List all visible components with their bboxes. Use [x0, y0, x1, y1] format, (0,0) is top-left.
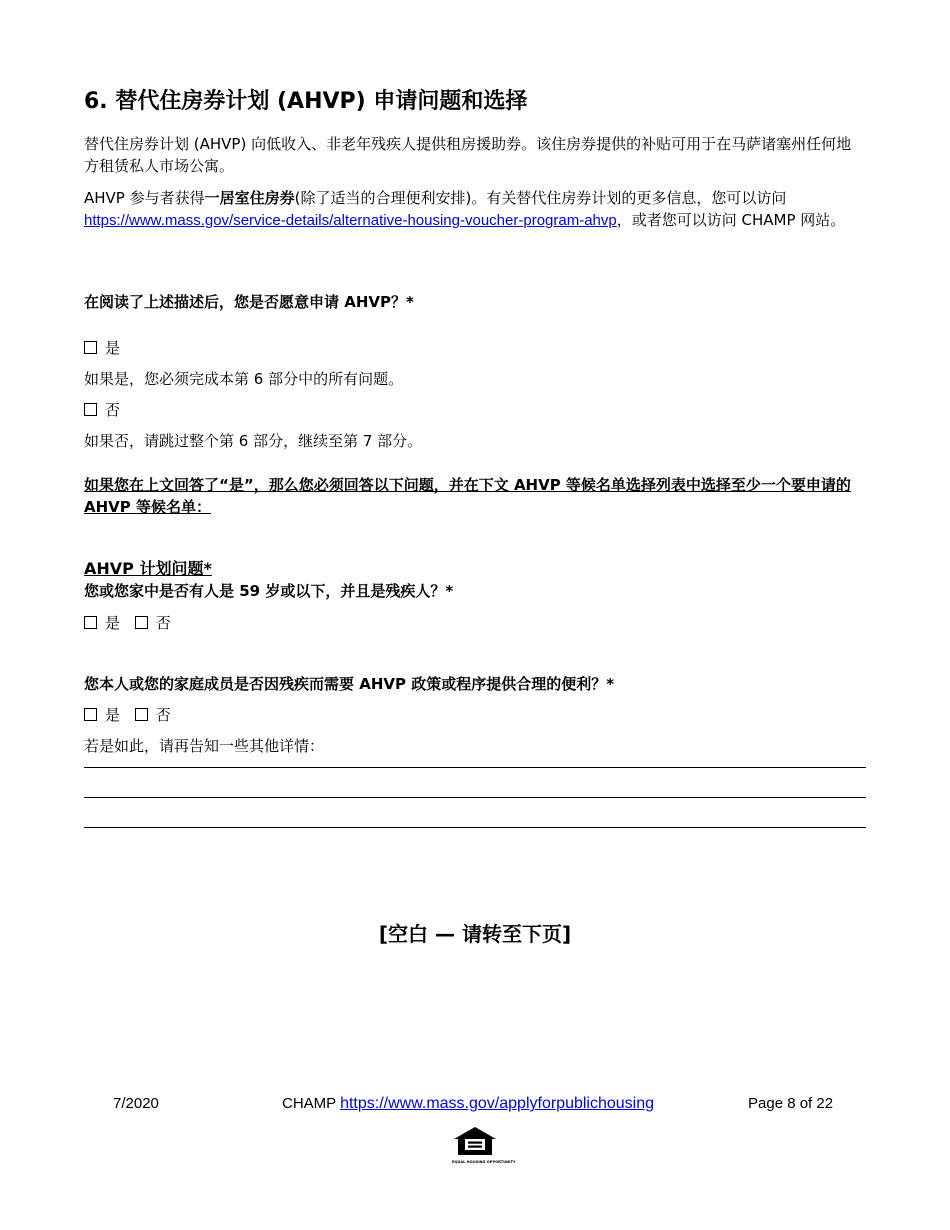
footer-url-link[interactable]: https://www.mass.gov/applyforpublichousing: [340, 1095, 655, 1112]
intro-paragraph: 替代住房券计划 (AHVP) 向低收入、非老年残疾人提供租房援助券。该住房券提供的补贴可用于在马萨诸塞州任何地方租赁私人市场公寓。: [84, 135, 852, 175]
age-disabled-options: [84, 612, 171, 634]
ahvp-info-text-3: ，或者您可以访问 CHAMP 网站。: [616, 211, 846, 229]
accommodation-options: [84, 704, 171, 726]
footer-date: 7/2020: [113, 1095, 159, 1112]
option-yes-label: 是: [105, 339, 121, 357]
age-disabled-no-label: 否: [155, 614, 171, 632]
details-prompt: 若是如此，请再告知一些其他详情：: [84, 737, 325, 755]
blank-page-note: [空白 — 请转至下页]: [378, 922, 572, 946]
section-heading: 6. 替代住房券计划 (AHVP) 申请问题和选择: [84, 89, 528, 114]
checkbox-age-disabled-yes[interactable]: [84, 616, 97, 629]
ahvp-info-paragraph: [84, 187, 864, 232]
ahvp-info-text: AHVP 参与者获得: [84, 189, 205, 207]
no-instruction: 如果否，请跳过整个第 6 部分，继续至第 7 部分。: [84, 432, 423, 450]
must-answer-notice: 如果您在上文回答了“是”，那么您必须回答以下问题，并在下文 AHVP 等候名单选择列表中选择至少一个要申请的 AHVP 等候名单：: [84, 476, 851, 516]
checkbox-yes[interactable]: [84, 341, 97, 354]
checkbox-accommodation-yes[interactable]: [84, 708, 97, 721]
ahvp-info-text-2: (除了适当的合理便利安排)。有关替代住房券计划的更多信息，您可以访问: [294, 189, 787, 207]
checkbox-no[interactable]: [84, 403, 97, 416]
checkbox-age-disabled-no[interactable]: [135, 616, 148, 629]
equal-housing-text: EQUAL HOUSING OPPORTUNITY: [452, 1160, 516, 1164]
accommodation-no-label: 否: [155, 706, 171, 724]
equal-housing-logo: [452, 1126, 516, 1166]
ahvp-questions-title: AHVP 计划问题*: [84, 559, 212, 578]
one-bedroom-voucher-text: 一居室住房券: [204, 189, 295, 207]
footer-center: [282, 1095, 654, 1113]
ahvp-info-link[interactable]: https://www.mass.gov/service-details/alternative-housing-voucher-program-ahvp: [84, 212, 617, 229]
option-no[interactable]: [84, 399, 120, 421]
question-apply-ahvp: 在阅读了上述描述后，您是否愿意申请 AHVP？*: [84, 293, 414, 311]
footer-page-number: Page 8 of 22: [748, 1095, 834, 1112]
details-answer-line-3[interactable]: [84, 827, 866, 828]
accommodation-yes-label: 是: [105, 706, 121, 724]
age-disabled-yes-label: 是: [105, 614, 121, 632]
details-answer-line-2[interactable]: [84, 797, 866, 798]
option-no-label: 否: [105, 401, 121, 419]
checkbox-accommodation-no[interactable]: [135, 708, 148, 721]
question-age-disabled: 您或您家中是否有人是 59 岁或以下，并且是残疾人？*: [84, 582, 454, 600]
question-accommodation: 您本人或您的家庭成员是否因残疾而需要 AHVP 政策或程序提供合理的便利？*: [84, 675, 615, 693]
details-answer-line-1[interactable]: [84, 767, 866, 768]
option-yes[interactable]: [84, 337, 120, 359]
footer-org: CHAMP: [282, 1095, 336, 1112]
yes-instruction: 如果是，您必须完成本第 6 部分中的所有问题。: [84, 370, 404, 388]
equal-housing-house-icon: [452, 1126, 498, 1156]
